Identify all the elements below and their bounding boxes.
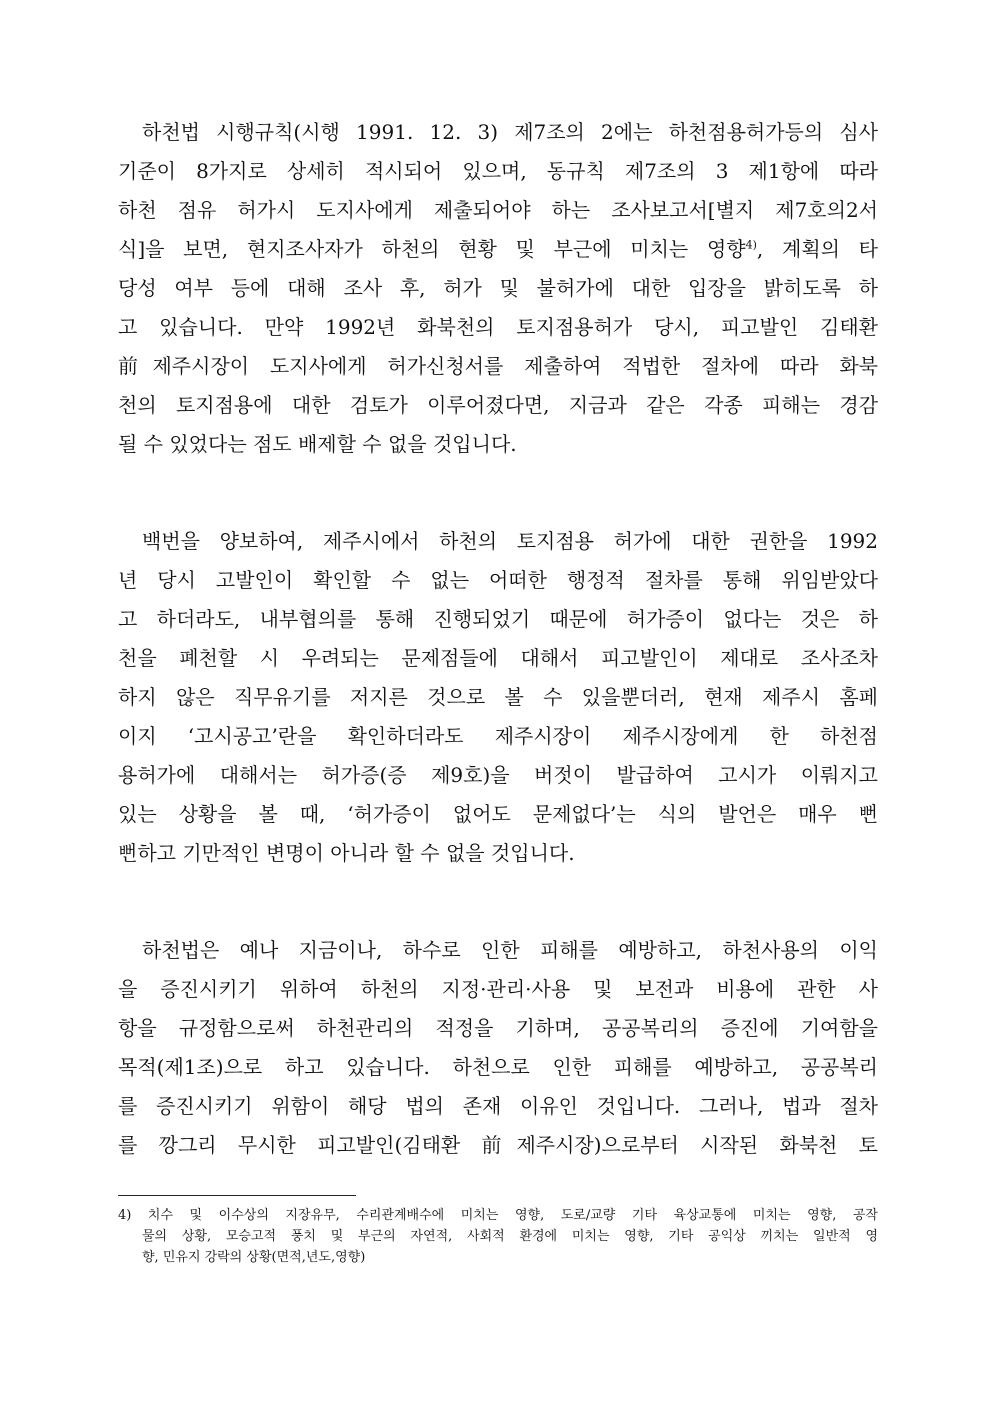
paragraph-line: 하천법 시행규칙(시행 1991. 12. 3) 제7조의 2에는 하천점용허가등의 심사 <box>142 120 878 144</box>
paragraph-line: 고 하더라도, 내부협의를 통해 진행되었기 때문에 허가증이 없다는 것은 하 <box>118 607 878 631</box>
footnote-marker: 4) <box>118 1208 132 1223</box>
paragraph-line: 이지 ‘고시공고’란을 확인하더라도 제주시장이 제주시장에게 한 하천점 <box>118 724 878 748</box>
paragraph-line: 뻔하고 기만적인 변명이 아니라 할 수 없을 것입니다. <box>118 841 575 865</box>
footnote-text: 치수 및 이수상의 지장유무, 수리관계배수에 미치는 영향, 도로/교량 기타 육상교통에 미치는 영향, 공작 <box>147 1208 878 1223</box>
paragraph-line-text: 식]을 보면, 현지조사자가 하천의 현황 및 부근에 미치는 영향 <box>118 237 746 261</box>
paragraph-line: 목적(제1조)으로 하고 있습니다. 하천으로 인한 피해를 예방하고, 공공복리 <box>118 1055 878 1079</box>
paragraph-line: 년 당시 고발인이 확인할 수 없는 어떠한 행정적 절차를 통해 위임받았다 <box>118 568 878 592</box>
paragraph-line: 기준이 8가지로 상세히 적시되어 있으며, 동규칙 제7조의 3 제1항에 따라 <box>118 159 878 183</box>
paragraph-line: 을 증진시키기 위하여 하천의 지정·관리·사용 및 보전과 비용에 관한 사 <box>118 977 878 1001</box>
paragraph-line: 있는 상황을 볼 때, ‘허가증이 없어도 문제없다’는 식의 발언은 매우 뻔 <box>118 802 878 826</box>
footnote-line: 물의 상황, 모승고적 풍치 및 부근의 자연적, 사회적 환경에 미치는 영향, 기타 공익상 끼치는 일반적 영 <box>142 1229 878 1244</box>
footnote <box>118 1205 878 1268</box>
footnote-line <box>118 1205 878 1226</box>
paragraph-line: 하천 점유 허가시 도지사에게 제출되어야 하는 조사보고서[별지 제7호의2서 <box>118 198 878 222</box>
footnote-separator <box>118 1195 356 1196</box>
paragraph-line: 용허가에 대해서는 허가증(증 제9호)을 버젓이 발급하여 고시가 이뤄지고 <box>118 763 878 787</box>
paragraph-line: 백번을 양보하여, 제주시에서 하천의 토지점용 허가에 대한 권한을 1992 <box>142 529 878 553</box>
paragraph-line: 될 수 있었다는 점도 배제할 수 없을 것입니다. <box>118 432 517 456</box>
paragraph-line: 를 깡그리 무시한 피고발인(김태환 前제주시장)으로부터 시작된 화북천 토 <box>118 1133 878 1157</box>
paragraph-line: 고 있습니다. 만약 1992년 화북천의 토지점용허가 당시, 피고발인 김태환 <box>118 315 878 339</box>
paragraph-line-text: , 계획의 타 <box>756 237 879 261</box>
paragraph-line: 를 증진시키기 위함이 해당 법의 존재 이유인 것입니다. 그러나, 법과 절차 <box>118 1094 878 1118</box>
paragraph-line-with-footnote <box>118 230 878 269</box>
paragraph-line: 하지 않은 직무유기를 저지른 것으로 볼 수 있을뿐더러, 현재 제주시 홈페 <box>118 685 878 709</box>
paragraph-line: 당성 여부 등에 대해 조사 후, 허가 및 불허가에 대한 입장을 밝히도록 하 <box>118 276 878 300</box>
paragraph-line: 천의 토지점용에 대한 검토가 이루어졌다면, 지금과 같은 각종 피해는 경감 <box>118 393 878 417</box>
paragraph-2 <box>118 522 878 873</box>
paragraph-3 <box>118 931 878 1165</box>
paragraph-line: 前제주시장이 도지사에게 허가신청서를 제출하여 적법한 절차에 따라 화북 <box>118 354 878 378</box>
paragraph-line: 항을 규정함으로써 하천관리의 적정을 기하며, 공공복리의 증진에 기여함을 <box>118 1016 878 1040</box>
paragraph-line: 천을 폐천할 시 우려되는 문제점들에 대해서 피고발인이 제대로 조사조차 <box>118 646 878 670</box>
footnote-reference[interactable]: 4) <box>745 238 757 252</box>
paragraph-1 <box>118 113 878 464</box>
paragraph-line: 하천법은 예나 지금이나, 하수로 인한 피해를 예방하고, 하천사용의 이익 <box>142 938 878 962</box>
footnote-line: 향, 민유지 강락의 상황(면적,년도,영향) <box>142 1250 366 1265</box>
